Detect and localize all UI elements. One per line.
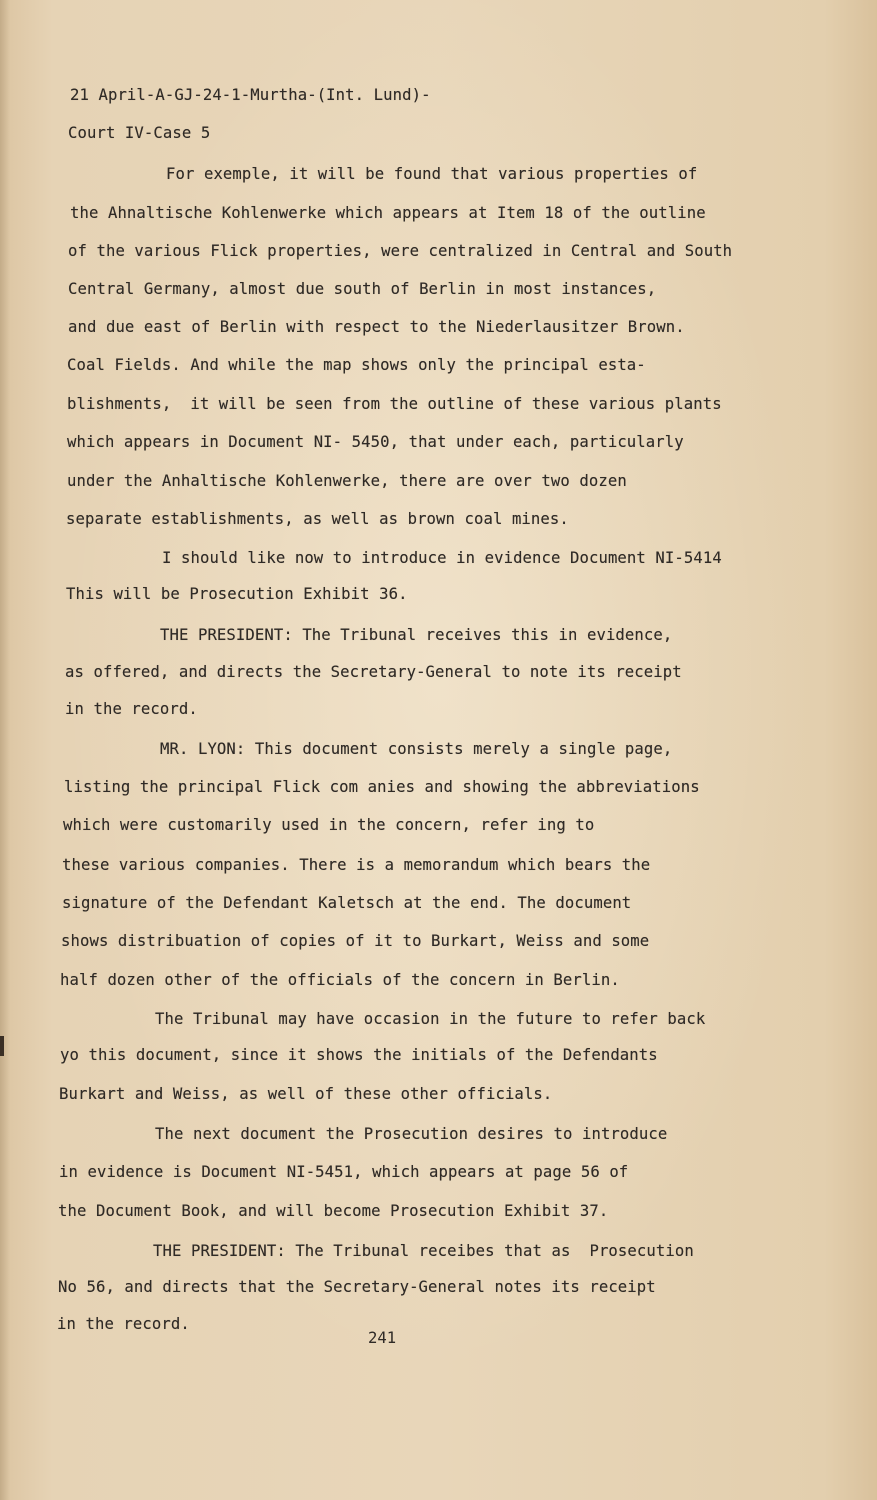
body-line: I should like now to introduce in evidence Document NI-5414 <box>162 549 722 567</box>
body-line: the Ahnaltische Kohlenwerke which appears at Item 18 of the outline <box>70 204 706 222</box>
body-line: as offered, and directs the Secretary-General to note its receipt <box>65 663 682 681</box>
body-line: MR. LYON: This document consists merely a single page, <box>160 740 673 758</box>
page-edge-shadow <box>0 0 10 1500</box>
body-line: This will be Prosecution Exhibit 36. <box>66 585 408 603</box>
body-line: No 56, and directs that the Secretary-General notes its receipt <box>58 1278 656 1296</box>
body-line: Coal Fields. And while the map shows only the principal esta- <box>67 356 646 374</box>
body-line: THE PRESIDENT: The Tribunal receibes that as Prosecution <box>153 1242 694 1260</box>
page-number: 241 <box>368 1329 397 1347</box>
body-line: The Tribunal may have occasion in the future to refer back <box>155 1010 706 1028</box>
body-line: which were customarily used in the concern, refer ing to <box>63 816 595 834</box>
body-line: Central Germany, almost due south of Berlin in most instances, <box>68 280 657 298</box>
body-line: half dozen other of the officials of the concern in Berlin. <box>60 971 620 989</box>
body-line: which appears in Document NI- 5450, that under each, particularly <box>67 433 684 451</box>
body-line: the Document Book, and will become Prosecution Exhibit 37. <box>58 1202 609 1220</box>
body-line: blishments, it will be seen from the outline of these various plants <box>67 395 722 413</box>
body-line: in evidence is Document NI-5451, which appears at page 56 of <box>59 1163 629 1181</box>
body-line: in the record. <box>57 1315 190 1333</box>
binder-mark <box>0 1036 4 1056</box>
body-line: Burkart and Weiss, as well of these other officials. <box>59 1085 553 1103</box>
body-line: listing the principal Flick com anies and showing the abbreviations <box>64 778 700 796</box>
header-line: 21 April-A-GJ-24-1-Murtha-(Int. Lund)- <box>70 86 431 104</box>
body-line: and due east of Berlin with respect to the Niederlausitzer Brown. <box>68 318 685 336</box>
body-line: shows distribuation of copies of it to Burkart, Weiss and some <box>61 932 650 950</box>
body-line: of the various Flick properties, were centralized in Central and South <box>68 242 733 260</box>
body-line: these various companies. There is a memorandum which bears the <box>62 856 651 874</box>
body-line: The next document the Prosecution desires to introduce <box>155 1125 668 1143</box>
body-line: THE PRESIDENT: The Tribunal receives this in evidence, <box>160 626 673 644</box>
body-line: yo this document, since it shows the initials of the Defendants <box>60 1046 658 1064</box>
body-line: under the Anhaltische Kohlenwerke, there are over two dozen <box>67 472 627 490</box>
court-line: Court IV-Case 5 <box>68 124 211 142</box>
body-line: in the record. <box>65 700 198 718</box>
body-line: For exemple, it will be found that various properties of <box>166 165 698 183</box>
body-line: separate establishments, as well as brown coal mines. <box>66 510 569 528</box>
body-line: signature of the Defendant Kaletsch at the end. The document <box>62 894 632 912</box>
